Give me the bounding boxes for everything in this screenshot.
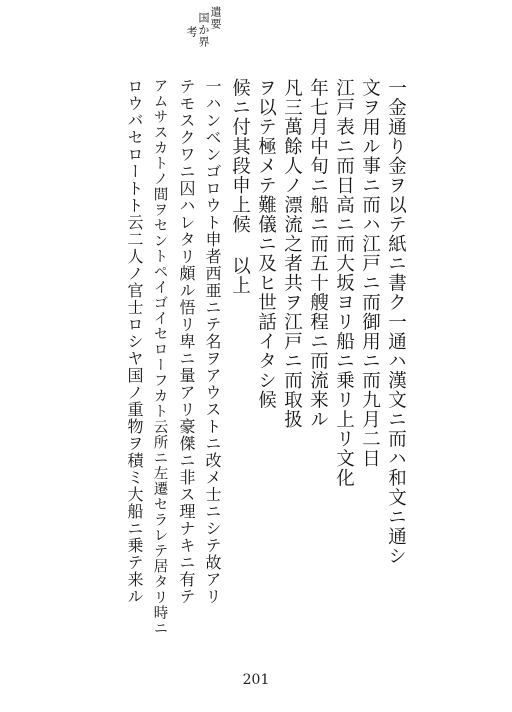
manuscript-column-11: ロウバセロートト云二人ノ官士ロシヤ国ノ重物ヲ積ミ大船ニ乗テ来ル — [125, 78, 144, 605]
header-note-line-1: 遣要 — [209, 6, 222, 30]
page-number: 201 — [242, 672, 270, 688]
manuscript-column-6: ヲ以テ極メテ難儀ニ及ヒ世話イタシ候 — [255, 78, 277, 410]
manuscript-column-10: アムサスカトノ間ヲセントペイゴイセローフカト云所ニ左遷セラレテ居タリ時ニ — [151, 78, 168, 636]
header-note — [186, 6, 226, 54]
header-note-line-2: 国か界 — [197, 12, 210, 48]
manuscript-column-9: テモスクワニ囚ハレタリ頗ル悟リ卑ニ量アリ豪傑ニ非ス理ナキニ有テ — [177, 78, 196, 605]
manuscript-column-8: 一ハンベンゴロウト申者西亜ニテ名ヲアウストニ改メ士ニシテ故アリ — [203, 78, 222, 605]
manuscript-column-3: 江戸表ニ而日高ニ而大坂ヨリ船ニ乗リ上リ文化 — [333, 78, 355, 488]
manuscript-column-1: 一金通り金ヲ以テ紙ニ書ク一通ハ漢文ニ而ハ和文ニ通シ — [385, 78, 407, 566]
manuscript-column-4: 年七月中旬ニ船ニ而五十艘程ニ而流来ル — [307, 78, 329, 429]
manuscript-text — [108, 78, 408, 638]
manuscript-column-2: 文ヲ用ル事ニ而ハ江戸ニ而御用ニ而九月二日 — [359, 78, 381, 468]
header-note-line-3: 考 — [185, 26, 198, 38]
manuscript-column-7: 候ニ付其段申上候 以上 — [229, 78, 251, 295]
manuscript-column-5: 凡三萬餘人ノ漂流之者共ヲ江戸ニ而取扱 — [281, 78, 303, 429]
